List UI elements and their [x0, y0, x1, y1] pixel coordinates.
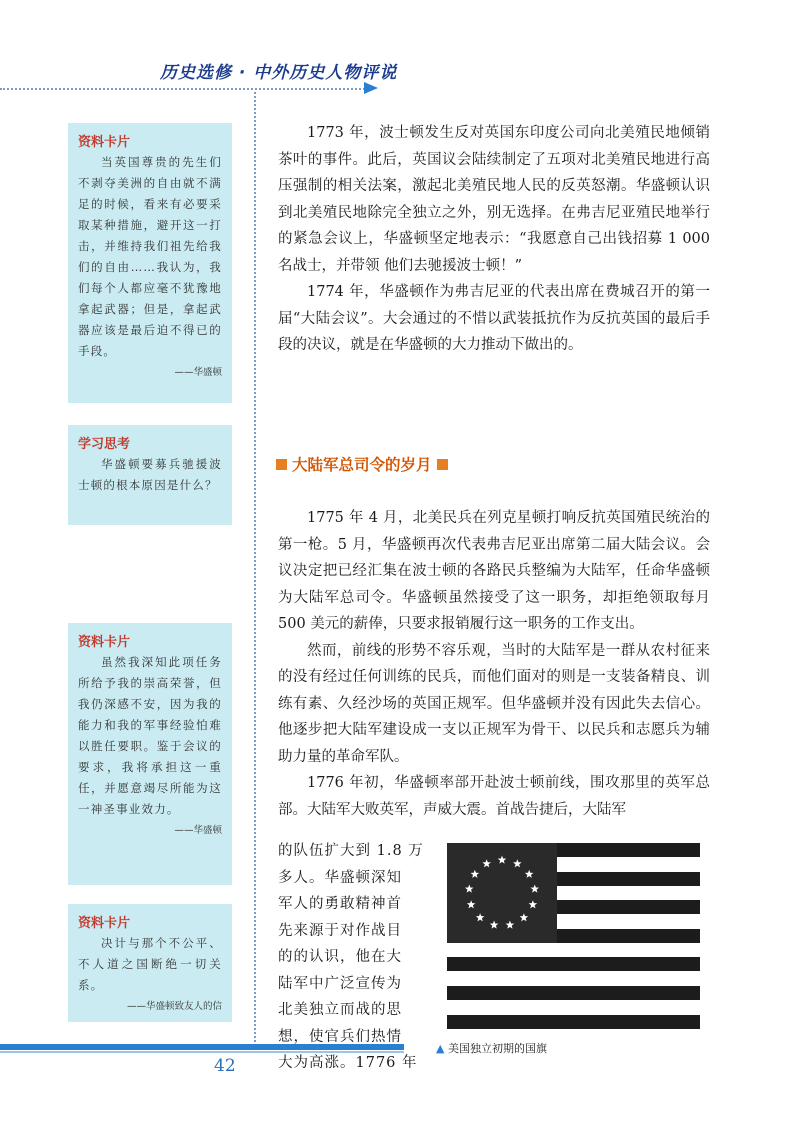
card-body: 当英国尊贵的先生们不剥夺美洲的自由就不满足的时候，看来有必要采取某种措施，避开这一打击，并维持我们祖先给我们的自由……我认为，我们每个人都应毫不犹豫地拿起武器；但是，拿起武器应该是最后迫不得已的手段。 — [78, 155, 222, 358]
flag-image — [447, 843, 700, 1029]
text-line: 军人的勇敢精神首 — [278, 896, 402, 912]
card-source: ——华盛顿 — [174, 825, 222, 836]
text-line: 的的认识，他在大 — [278, 949, 402, 965]
sidebar-card-1 — [68, 123, 232, 403]
page-number: 42 — [214, 1056, 236, 1076]
card-source: ——华盛顿致友人的信 — [126, 1001, 222, 1012]
main-text-block-2 — [278, 505, 710, 823]
section-title-text: 大陆军总司令的岁月 — [292, 456, 432, 474]
paragraph: 1773 年，波士顿发生反对英国东印度公司向北美殖民地倾销茶叶的事件。此后，英国议会陆续制定了五项对北美殖民地进行高压强制的相关法案，激起北美殖民地人民的反英怒潮。华盛顿认识到北美殖民地除完全独立之外，别无选择。在弗吉尼亚殖民地举行的紧急会议上，华盛顿坚定地表示：“我愿意自己出钱招募 1 000 名战士，并带领 他们去驰援波士顿！” — [278, 125, 710, 274]
text-line: 先来源于对作战目 — [278, 922, 402, 939]
paragraph: 1775 年 4 月，北美民兵在列克星顿打响反抗英国殖民统治的第一枪。5 月，华盛顿再次代表弗吉尼亚出席第二届大陆会议。会议决定把已经汇集在波士顿的各路民兵整编为大陆军，任命华盛顿为大陆军总司令。华盛顿虽然接受了这一职务，却拒绝领取每月 500 美元的薪俸，只要求报销履行这一职务的工作支出。 — [278, 510, 710, 632]
main-text-block-1 — [278, 120, 710, 359]
figure-caption — [436, 1040, 547, 1056]
text-line: 想，使官兵们热情 — [278, 1028, 402, 1045]
header-title: 历史选修 · 中外历史人物评说 — [160, 63, 398, 83]
text-line: 北美独立而战的思 — [278, 1002, 402, 1018]
card-body: 华盛顿要募兵驰援波士顿的根本原因是什么？ — [78, 457, 222, 492]
wrapped-text — [278, 838, 438, 1077]
text-line: 陆军中广泛宣传为 — [278, 975, 402, 992]
square-bullet-icon — [437, 459, 448, 470]
footer-bar-thin — [0, 1051, 404, 1053]
header-arrow-icon — [364, 82, 378, 94]
text-line: 多人。华盛顿深知 — [278, 869, 402, 886]
paragraph: 然而，前线的形势不容乐观，当时的大陆军是一群从农村征来的没有经过任何训练的民兵，而他们面对的则是一支装备精良、训练有素、久经沙场的英国正规军。但华盛顿并没有因此失去信心。他逐步把大陆军建设成一支以正规军为骨干、以民兵和志愿兵为辅助力量的革命军队。 — [278, 642, 710, 765]
footer-bar — [0, 1044, 404, 1050]
sidebar-card-3 — [68, 623, 232, 885]
card-title: 资料卡片 — [78, 135, 131, 150]
text-line: 的队伍扩大到 1.8 万 — [278, 843, 424, 859]
sidebar-card-4 — [68, 904, 232, 1022]
triangle-icon: ▲ — [436, 1042, 445, 1055]
paragraph: 1774 年，华盛顿作为弗吉尼亚的代表出席在费城召开的第一届“大陆会议”。大会通过的不惜以武装抵抗作为反抗英国的最后手段的决议，就是在华盛顿的大力推动下做出的。 — [278, 284, 710, 353]
text-line: 大为高涨。1776 年 — [278, 1055, 418, 1071]
betsy-ross-flag-icon — [447, 843, 700, 1029]
card-title: 资料卡片 — [78, 916, 131, 931]
paragraph: 1776 年初，华盛顿率部开赴波士顿前线，围攻那里的英军总部。大陆军大败英军，声威大震。首战告捷后，大陆军 — [278, 775, 710, 818]
card-title: 学习思考 — [78, 437, 131, 452]
header-divider — [0, 88, 372, 90]
sidebar-card-2 — [68, 425, 232, 525]
square-bullet-icon — [276, 459, 287, 470]
caption-text: 美国独立初期的国旗 — [447, 1042, 547, 1055]
card-body: 决计与那个不公平、不人道之国断绝一切关系。 — [78, 936, 222, 992]
column-divider — [254, 92, 256, 1050]
card-title: 资料卡片 — [78, 635, 131, 650]
section-title — [276, 453, 448, 475]
card-body: 虽然我深知此项任务所给予我的崇高荣誉，但我仍深感不安，因为我的能力和我的军事经验怕难以胜任要职。鉴于会议的要求，我将承担这一重任，并愿意竭尽所能为这一神圣事业效力。 — [78, 655, 222, 816]
card-source: ——华盛顿 — [174, 367, 222, 378]
